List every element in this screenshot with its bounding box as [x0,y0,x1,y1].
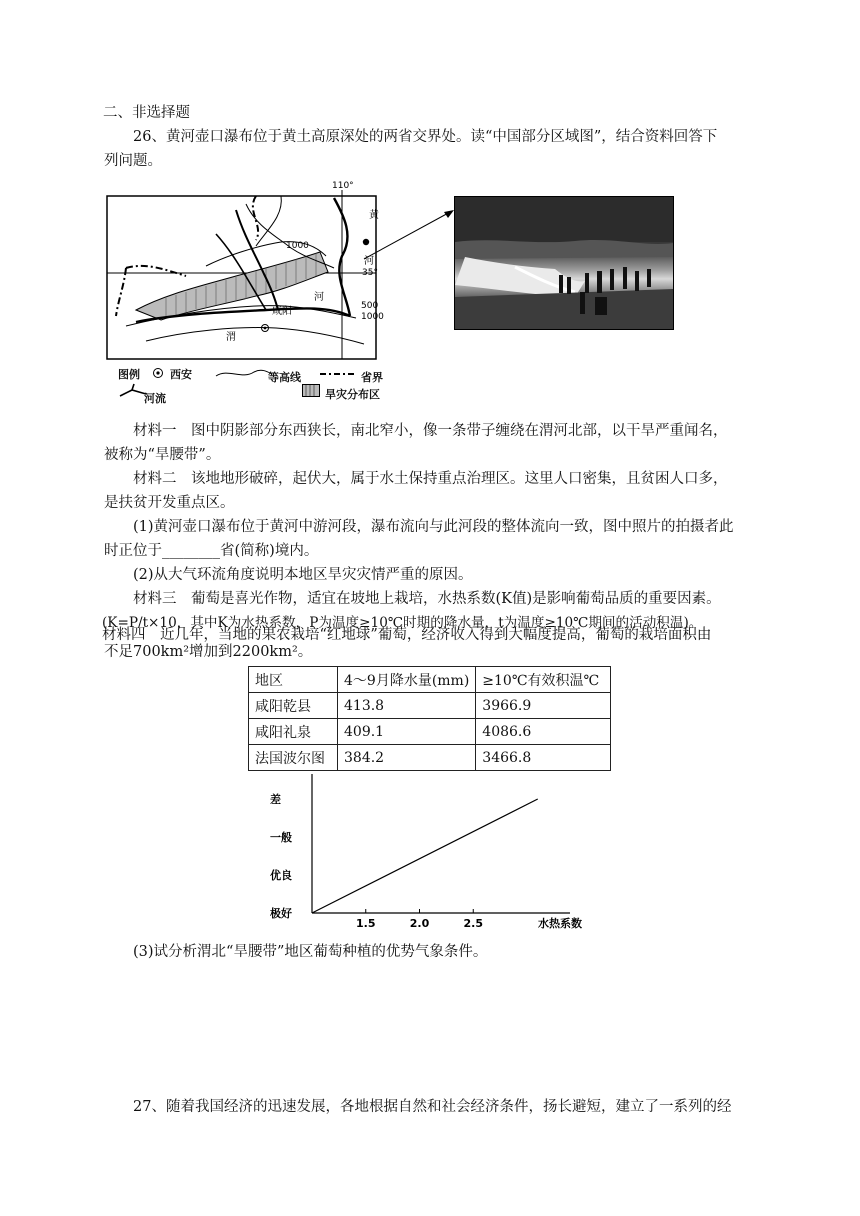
legend-drought-area: 旱灾分布区 [325,388,380,401]
table-row [249,745,611,771]
contour-label-1000a: 1000 [286,241,309,251]
y-tick-label: 优良 [270,869,292,882]
q26-intro-cont: 列问题。 [104,153,162,169]
lon-label: 110° [332,181,354,191]
table-cell: 409.1 [338,719,476,745]
x-tick-label: 2.0 [409,917,430,930]
table-cell: 3966.9 [476,693,611,719]
table-header-cell: 4～9月降水量(mm) [338,667,476,693]
question-27: 27、随着我国经济的迅速发展，各地根据自然和社会经济条件，扬长避短，建立了一系列的经 [133,1099,732,1115]
legend-river: 河流 [144,392,166,405]
y-tick-label: 极好 [270,907,292,920]
sub-question-1: (1)黄河壶口瀑布位于黄河中游河段，瀑布流向与此河段的整体流向一致，图中照片的拍摄者此 [133,519,734,535]
x-tick-label: 2.5 [463,917,483,930]
contour-legend-icon [214,368,274,380]
table-header-cell: ≥10℃有效积温℃ [476,667,611,693]
q26-intro: 26、黄河壶口瀑布位于黄土高原深处的两省交界处。读“中国部分区域图”，结合资料回答下 [133,129,718,145]
legend-xian: 西安 [170,368,192,381]
river-label-wei-he: 河 [314,292,324,303]
table-row [249,693,611,719]
table-cell: 咸阳礼泉 [249,719,338,745]
material-1-cont: 被称为“旱腰带”。 [104,447,221,463]
table-cell: 413.8 [338,693,476,719]
material-3-cont: (K=P/t×10，其中K为水热系数，P为温度≥10℃时期的降水量，t为温度≥10℃期间的活动积温)。 [102,615,703,631]
drought-legend-icon [302,384,320,397]
river-label-wei: 渭 [226,332,236,343]
city-label-xianyang: 咸阳 [272,306,292,317]
section-title: 二、非选择题 [103,105,190,121]
legend-title: 图例 [118,368,140,381]
table-cell: 咸阳乾县 [249,693,338,719]
map-legend [118,366,388,406]
sub-question-2: (2)从大气环流角度说明本地区旱灾灾情严重的原因。 [133,567,473,583]
legend-province-border: 省界 [361,371,383,384]
river-label-huang: 黄 [369,210,379,221]
table-cell: 法国波尔图 [249,745,338,771]
material-2-cont: 是扶贫开发重点区。 [104,495,235,511]
x-axis-label: 水热系数 [538,917,582,930]
sub-question-3: (3)试分析渭北“旱腰带”地区葡萄种植的优势气象条件。 [133,944,488,960]
legend-contour: 等高线 [268,371,301,384]
waterfall-photo [454,196,674,330]
table-header-row [249,667,611,693]
table-cell: 4086.6 [476,719,611,745]
region-map [106,176,384,362]
contour-label-1000b: 1000 [361,312,384,322]
y-tick-label: 差 [270,793,281,806]
grape-quality-chart [262,770,602,932]
climate-table [248,666,611,771]
y-tick-label: 一般 [270,831,292,844]
sub-question-1-cont: 时正位于________省(简称)境内。 [104,543,319,559]
material-1: 材料一 图中阴影部分东西狭长，南北窄小，像一条带子缠绕在渭河北部，以干旱严重闻名， [133,423,728,439]
table-cell: 3466.8 [476,745,611,771]
table-header-cell: 地区 [249,667,338,693]
lat-label: 35° [362,268,378,278]
material-4: 材料四 近几年，当地的果农栽培“红地球”葡萄，经济收入得到大幅度提高，葡萄的栽培面积由 [102,627,712,643]
border-legend-icon [318,368,358,380]
river-label-he: 河 [364,256,374,267]
material-2: 材料二 该地地形破碎，起伏大，属于水土保持重点治理区。这里人口密集，且贫困人口多， [133,471,728,487]
material-4-cont: 不足700km²增加到2200km²。 [104,644,313,660]
arrow-icon [360,205,460,265]
table-cell: 384.2 [338,745,476,771]
contour-label-500: 500 [361,301,379,311]
table-row [249,719,611,745]
x-tick-label: 1.5 [356,917,376,930]
series-line [312,799,538,913]
material-3: 材料三 葡萄是喜光作物，适宜在坡地上栽培，水热系数(K值)是影响葡萄品质的重要因素。 [133,591,721,607]
